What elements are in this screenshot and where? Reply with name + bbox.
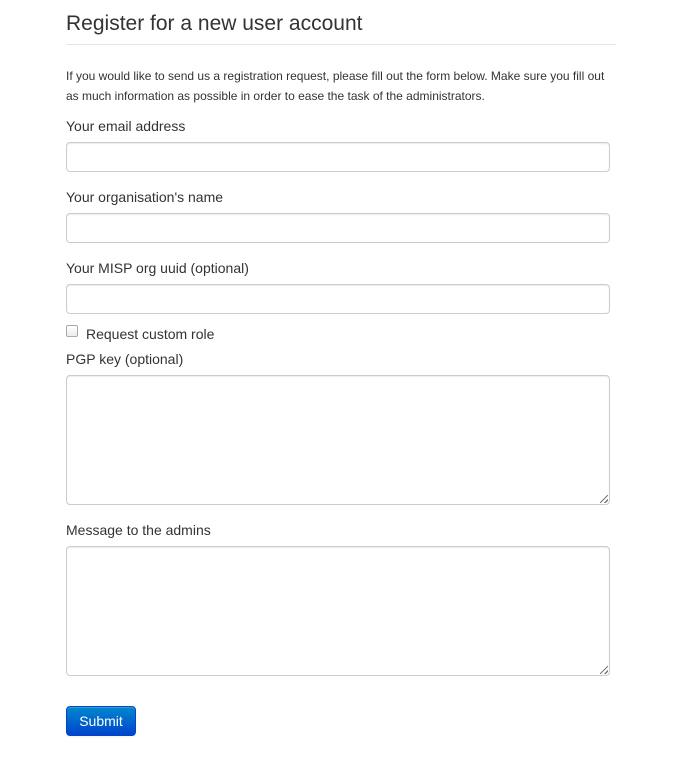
message-label: Message to the admins: [66, 522, 211, 538]
submit-button[interactable]: Submit: [66, 706, 136, 736]
pgp-key-resize-handle[interactable]: [600, 495, 608, 503]
org-name-label: Your organisation's name: [66, 189, 224, 205]
custom-role-label[interactable]: Request custom role: [86, 326, 215, 342]
email-label: Your email address: [66, 118, 186, 134]
registration-form: [66, 0, 616, 736]
email-field[interactable]: [66, 142, 610, 172]
intro-text: If you would like to send us a registration request, please fill out the form below. Make sure you fill out as much information as possible in order to ease the task of the administrators.: [66, 69, 605, 103]
page-title: Register for a new user account: [66, 12, 363, 35]
message-resize-handle[interactable]: [600, 666, 608, 674]
custom-role-checkbox[interactable]: [66, 325, 78, 337]
message-textarea[interactable]: [66, 546, 610, 676]
pgp-key-label: PGP key (optional): [66, 351, 184, 367]
title-divider: [66, 44, 616, 45]
org-uuid-label: Your MISP org uuid (optional): [66, 260, 249, 276]
pgp-key-textarea[interactable]: [66, 375, 610, 505]
custom-role-row: [66, 324, 616, 344]
org-uuid-field[interactable]: [66, 284, 610, 314]
org-name-field[interactable]: [66, 213, 610, 243]
